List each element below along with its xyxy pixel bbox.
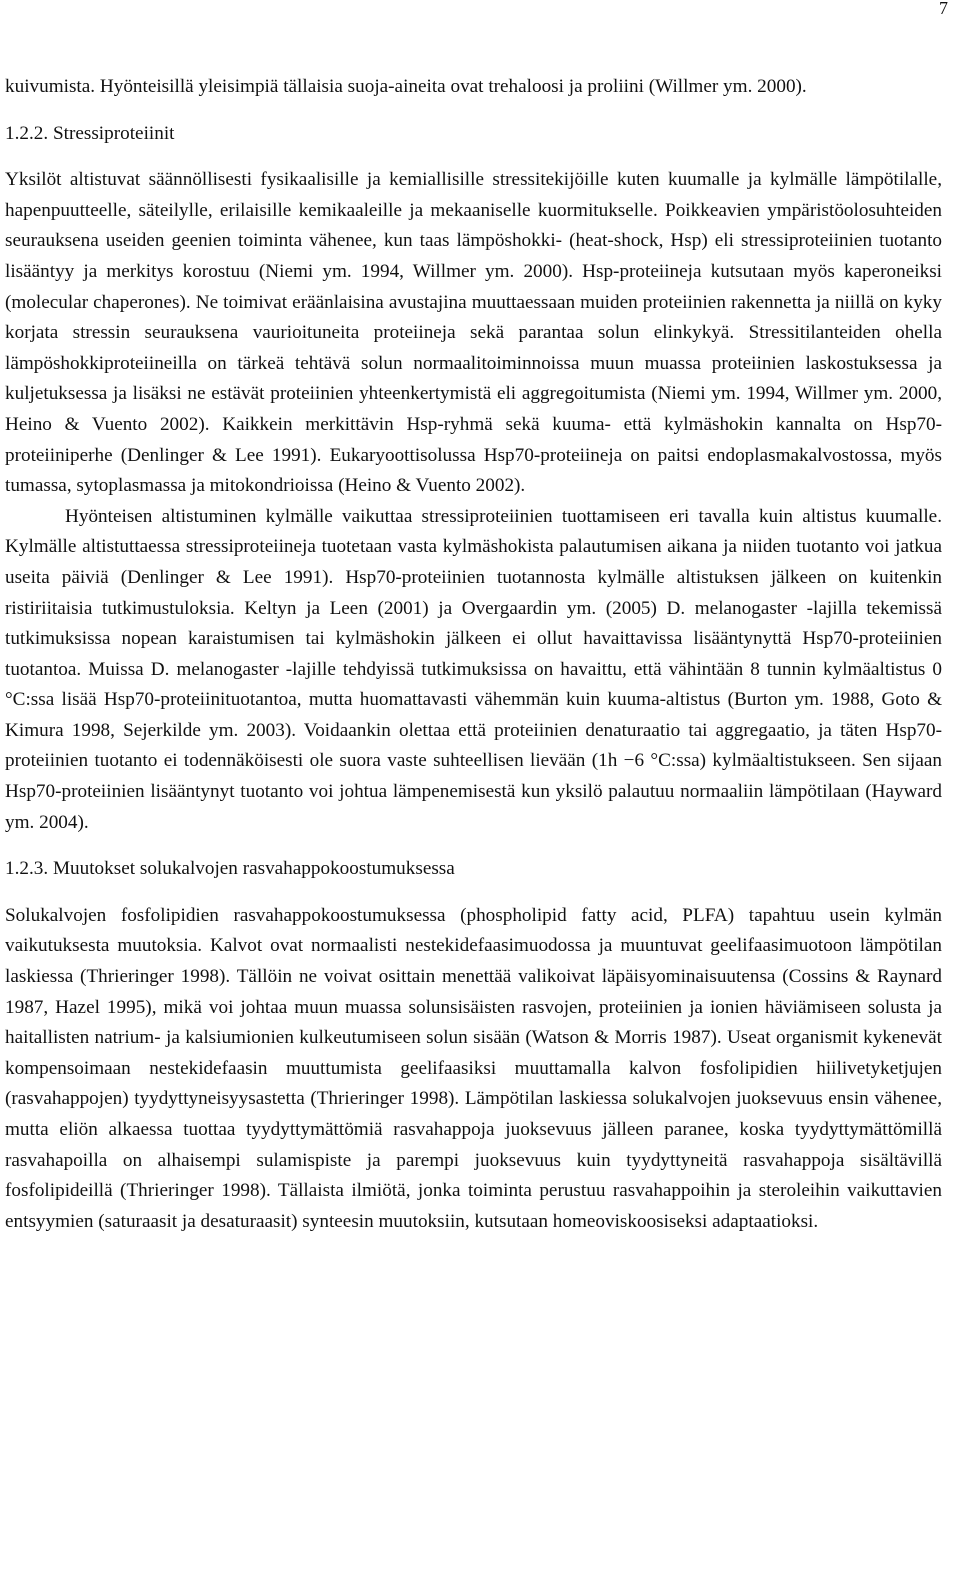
paragraph-cold-exposure: Hyönteisen altistuminen kylmälle vaikuttaa stressiproteiinien tuottamiseen eri tavalla kuin altistus kuumalle. Kylmälle altistuttaessa stressiproteiineja tuotetaan vasta kylmäshokista palautumisen aikana ja niiden tuotanto voi jatkua useita päiviä (Denlinger & Lee 1991). Hsp70-proteiinien tuotannosta kylmälle altistuksen jälkeen on kuitenkin ristiriitaisia tutkimustuloksia. Keltyn ja Leen (2001) ja Overgaardin ym. (2005) D. melanogaster -lajilla tekemissä tutkimuksissa nopean karaistumisen tai kylmäshokin jälkeen ei ollut havaittavissa lisääntynyttä Hsp70-proteiinien tuotantoa. Muissa D. melanogaster -lajille tehdyissä tutkimuksissa on havaittu, että vähintään 8 tunnin kylmäaltistus 0 °C:ssa lisää Hsp70-proteiinituotantoa, mutta huomattavasti vähemmän kuin kuuma-altistus (Burton ym. 1988, Goto & Kimura 1998, Sejerkilde ym. 2003). Voidaankin olettaa että proteiinien denaturaatio tai aggregaatio, ja täten Hsp70-proteiinien tuotanto ei todennäköisesti ole suora vaste suhteellisen lievään (1h −6 °C:ssa) kylmäaltistukseen. Sen sijaan Hsp70-proteiinien lisääntynyt tuotanto voi johtua lämpenemisestä kun yksilö palautuu normaaliin lämpötilaan (Hayward ym. 2004). [5, 505, 942, 833]
paragraph-intro: kuivumista. Hyönteisillä yleisimpiä tällaisia suoja-aineita ovat trehaloosi ja proliini (Willmer ym. 2000). [5, 76, 807, 97]
section-heading-stress-proteins: 1.2.2. Stressiproteiinit [5, 122, 175, 144]
section-heading-membrane-fatty-acids: 1.2.3. Muutokset solukalvojen rasvahappokoostumuksessa [5, 858, 455, 880]
document-body [5, 72, 942, 1237]
paragraph-stress-proteins: Yksilöt altistuvat säännöllisesti fysikaalisille ja kemiallisille stressitekijöille kuten kuumalle ja kylmälle lämpötilalle, hapenpuutteelle, säteilylle, erilaisille kemikaaleille ja mekaaniselle kuormitukselle. Poikkeavien ympäristöolosuhteiden seurauksena useiden geenien toiminta vähenee, kun taas lämpöshokki- (heat-shock, Hsp) eli stressiproteiinien tuotanto lisääntyy ja merkitys korostuu (Niemi ym. 1994, Willmer ym. 2000). Hsp-proteiineja kutsutaan myös kaperoneiksi (molecular chaperones). Ne toimivat eräänlaisina avustajina muuttaessaan muiden proteiinien rakennetta ja niillä on kyky korjata stressin seurauksena vaurioituneita proteiineja sekä parantaa solun elinkykyä. Stressitilanteiden ohella lämpöshokkiproteiineilla on tärkeä tehtävä solun normaalitoiminnoissa muun muassa proteiinien laskostuksessa ja kuljetuksessa ja lisäksi ne estävät proteiinien yhteenkertymistä eli aggregoitumista (Niemi ym. 1994, Willmer ym. 2000, Heino & Vuento 2002). Kaikkein merkittävin Hsp-ryhmä sekä kuuma- että kylmäshokin kannalta on Hsp70-proteiiniperhe (Denlinger & Lee 1991). Eukaryoottisolussa Hsp70-proteiineja on paitsi endoplasmakalvostossa, myös tumassa, sytoplasmassa ja mitokondrioissa (Heino & Vuento 2002). [5, 169, 942, 497]
paragraph-membrane-fatty-acids: Solukalvojen fosfolipidien rasvahappokoostumuksessa (phospholipid fatty acid, PLFA) tapahtuu usein kylmän vaikutuksesta muutoksia. Kalvot ovat normaalisti nestekidefaasimuodossa ja muuntuvat geelifaasimuotoon lämpötilan laskiessa (Thrieringer 1998). Tällöin ne voivat osittain menettää valikoivat läpäisyominaisuutensa (Cossins & Raynard 1987, Hazel 1995), mikä voi johtaa muun muassa solunsisäisten rasvojen, proteiinien ja ionien häviämiseen solusta ja haitallisten natrium- ja kalsiumionien kulkeutumiseen solun sisään (Watson & Morris 1987). Useat organismit kykenevät kompensoimaan nestekidefaasin muuttumista geelifaasiksi muuttamalla kalvon fosfolipidien hiilivetyketjujen (rasvahappojen) tyydyttyneisyysastetta (Thrieringer 1998). Lämpötilan laskiessa solukalvojen juoksevuus ensin vähenee, mutta eliön alkaessa tuottaa tyydyttymättömiä rasvahappoja juoksevuus jälleen paranee, koska tyydyttymättömillä rasvahapoilla on alhaisempi sulamispiste ja parempi juoksevuus kuin tyydyttyneitä rasvahappoja sisältävillä fosfolipideillä (Thrieringer 1998). Tällaista ilmiötä, jonka toiminta perustuu rasvahappoihin ja steroleihin vaikuttavien entsyymien (saturaasit ja desaturaasit) synteesin muutoksiin, kutsutaan homeoviskoosiseksi adaptaatioksi. [5, 904, 942, 1232]
page-number: 7 [939, 0, 948, 18]
